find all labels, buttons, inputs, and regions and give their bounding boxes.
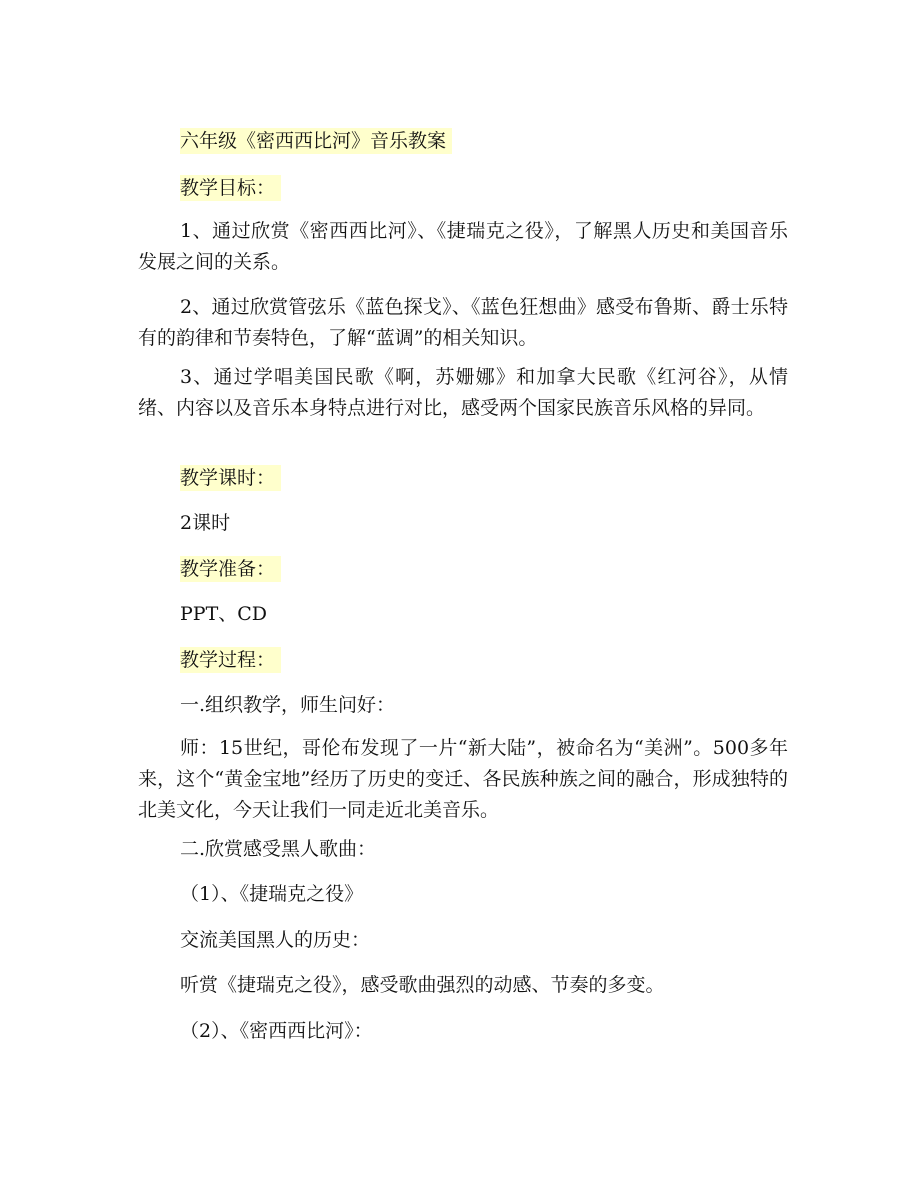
teacher-intro: 师：15世纪，哥伦布发现了一片“新大陆”，被命名为“美洲”。500多年来，这个“黄金宝地”经历了历史的变迁、各民族种族之间的融合，形成独特的北美文化，今天让我们一同走近北美音乐。 [138,737,788,821]
item-2: （2）、《密西西比河》： [180,1020,373,1042]
objective-3: 3、通过学唱美国民歌《啊，苏姗娜》和加拿大民歌《红河谷》，从情绪、内容以及音乐本身特点进行对比，感受两个国家民族音乐风格的异同。 [138,366,788,419]
process-heading-highlight: 教学过程： [180,647,281,673]
objectives-heading [180,175,281,201]
objective-2: 2、通过欣赏管弦乐《蓝色探戈》、《蓝色狂想曲》感受布鲁斯、爵士乐特有的韵律和节奏特色，了解“蓝调”的相关知识。 [138,296,788,349]
step-2: 二.欣赏感受黑人歌曲： [180,838,377,860]
hours-heading-highlight: 教学课时： [180,465,281,491]
hours-heading [180,465,281,491]
process-heading [180,647,281,673]
prep-value: PPT、CD [180,603,268,625]
prep-heading [180,556,281,582]
item-1: （1）、《捷瑞克之役》 [180,883,364,905]
prep-heading-highlight: 教学准备： [180,556,281,582]
hours-value: 2课时 [180,512,231,534]
objective-1: 1、通过欣赏《密西西比河》、《捷瑞克之役》，了解黑人历史和美国音乐发展之间的关系。 [138,220,788,273]
history-exchange: 交流美国黑人的历史： [180,929,371,951]
objectives-heading-highlight: 教学目标： [180,175,281,201]
document-title [180,128,452,154]
step-1: 一.组织教学，师生问好： [180,694,396,716]
title-highlight: 六年级《密西西比河》音乐教案 [180,128,452,154]
listen-note: 听赏《捷瑞克之役》，感受歌曲强烈的动感、节奏的多变。 [180,974,665,996]
